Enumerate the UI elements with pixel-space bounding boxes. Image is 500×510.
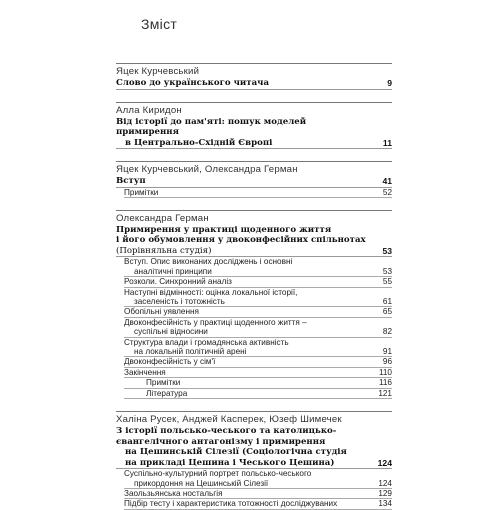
toc-subentry[interactable] — [124, 489, 392, 499]
page-number: 61 — [382, 297, 392, 307]
page-title: Зміст — [141, 16, 178, 32]
toc-subentry[interactable] — [124, 188, 392, 198]
page-number: 41 — [382, 176, 392, 186]
toc-subentry[interactable] — [124, 307, 392, 317]
page-number: 82 — [382, 327, 392, 337]
entry-title-line: Примирення у практиці щоденного життя — [116, 224, 332, 235]
page-number: 91 — [382, 347, 392, 357]
toc-entry[interactable] — [116, 176, 392, 188]
entry-title-line: (Порівняльна студія) — [116, 245, 212, 256]
entry-title-line: заселеність і тотожність — [134, 297, 225, 307]
entry-title-line: Примітки — [124, 187, 159, 197]
toc-section — [116, 161, 392, 198]
toc-entry[interactable] — [116, 78, 392, 90]
page-number: 9 — [387, 78, 392, 88]
page-number: 134 — [378, 499, 392, 509]
entry-title-line: на локальній політичній арені — [134, 347, 247, 357]
toc-entry[interactable] — [116, 117, 392, 150]
entry-title-line: Вступ — [116, 176, 146, 186]
entry-title-line: Заользьянська ностальгія — [124, 488, 223, 498]
entry-title-line: Розколи. Синхронний аналіз — [124, 277, 232, 287]
page-number: 53 — [382, 266, 392, 276]
entry-title-line: Література — [146, 388, 188, 398]
toc-entry[interactable] — [116, 426, 392, 469]
page-number: 55 — [382, 277, 392, 287]
toc-subentry[interactable] — [124, 257, 392, 277]
toc-subentry[interactable] — [124, 469, 392, 489]
toc-section — [116, 210, 392, 399]
author-name: Яцек Курчевський — [116, 66, 200, 77]
entry-title-line: Двоконфесійність у сім'ї — [124, 357, 216, 367]
entry-title-line: Вступ. Опис виконаних досліджень і основні — [124, 257, 293, 267]
toc-entry[interactable] — [116, 225, 392, 258]
entry-title-line: Примітки — [146, 378, 181, 388]
page-number: 124 — [377, 457, 392, 468]
page-number: 52 — [382, 187, 392, 197]
entry-title-line: Слово до українського читача — [116, 78, 270, 88]
entry-title-line: Від історії до пам'яті: пошук моделей примирення — [116, 116, 307, 137]
entry-title-line: Закінчення — [124, 367, 166, 377]
entry-title-line: і його обумовлення у двоконфесійних спільнотах — [116, 235, 366, 246]
toc-subentry[interactable] — [124, 368, 392, 378]
author-name: Олександра Герман — [116, 212, 209, 224]
toc-sections — [116, 55, 392, 510]
page-number: 129 — [378, 488, 392, 498]
toc-subentry[interactable] — [124, 288, 392, 308]
entry-title-line: Двоконфесійність у практиці щоденного життя – — [124, 317, 307, 327]
toc-subentry[interactable] — [124, 277, 392, 287]
toc-subentry[interactable] — [124, 338, 392, 358]
entry-title-line: прикордоння на Цешинській Сілезії — [134, 478, 269, 488]
toc-subentry[interactable] — [124, 389, 392, 399]
entry-title-line: євангелічного антагонізму і примирення — [116, 436, 326, 447]
toc-section — [116, 411, 392, 510]
author-name: Алла Киридон — [116, 104, 182, 116]
page-number: 121 — [378, 388, 392, 398]
toc-section — [116, 102, 392, 150]
entry-title-line: Структура влади і громадянська активність — [124, 337, 289, 347]
toc-subentry[interactable] — [124, 318, 392, 338]
page-number: 96 — [382, 357, 392, 367]
toc-subentry[interactable] — [124, 357, 392, 367]
entry-title-line: Суспільно-культурний портрет польсько-чеського — [124, 469, 312, 479]
page-number: 53 — [382, 245, 392, 256]
author-name: Халіна Русек, Анджей Касперек, Юзеф Шимечек — [116, 414, 342, 426]
toc-subentry[interactable] — [124, 499, 392, 509]
entry-title-line: на прикладі Цешина і Чеського Цешина) — [125, 457, 335, 468]
entry-title-line: Підбір тесту і характеристика тотожності досліджуваних — [124, 499, 338, 509]
toc-subentry[interactable] — [124, 378, 392, 388]
entry-title-line: в Центрально-Східній Європі — [125, 137, 273, 148]
entry-title-line: аналітичні принципи — [134, 266, 212, 276]
page-number: 116 — [378, 378, 392, 388]
author-name: Яцек Курчевський, Олександра Герман — [116, 164, 298, 175]
page-number: 11 — [382, 137, 392, 148]
entry-title-line: Обопільні уявлення — [124, 307, 199, 317]
entry-title-line: на Цешинській Сілезії (Соціологічна студія — [125, 447, 347, 458]
entry-title-line: Наступні відмінності: оцінка локальної історії, — [124, 287, 298, 297]
page-number: 65 — [382, 307, 392, 317]
page-number: 110 — [378, 367, 392, 377]
entry-title-line: суспільні відносини — [134, 327, 208, 337]
page-number: 124 — [378, 478, 392, 488]
toc-section — [116, 63, 392, 90]
entry-title-line: З історії польсько-чеського та католицько- — [116, 426, 337, 437]
